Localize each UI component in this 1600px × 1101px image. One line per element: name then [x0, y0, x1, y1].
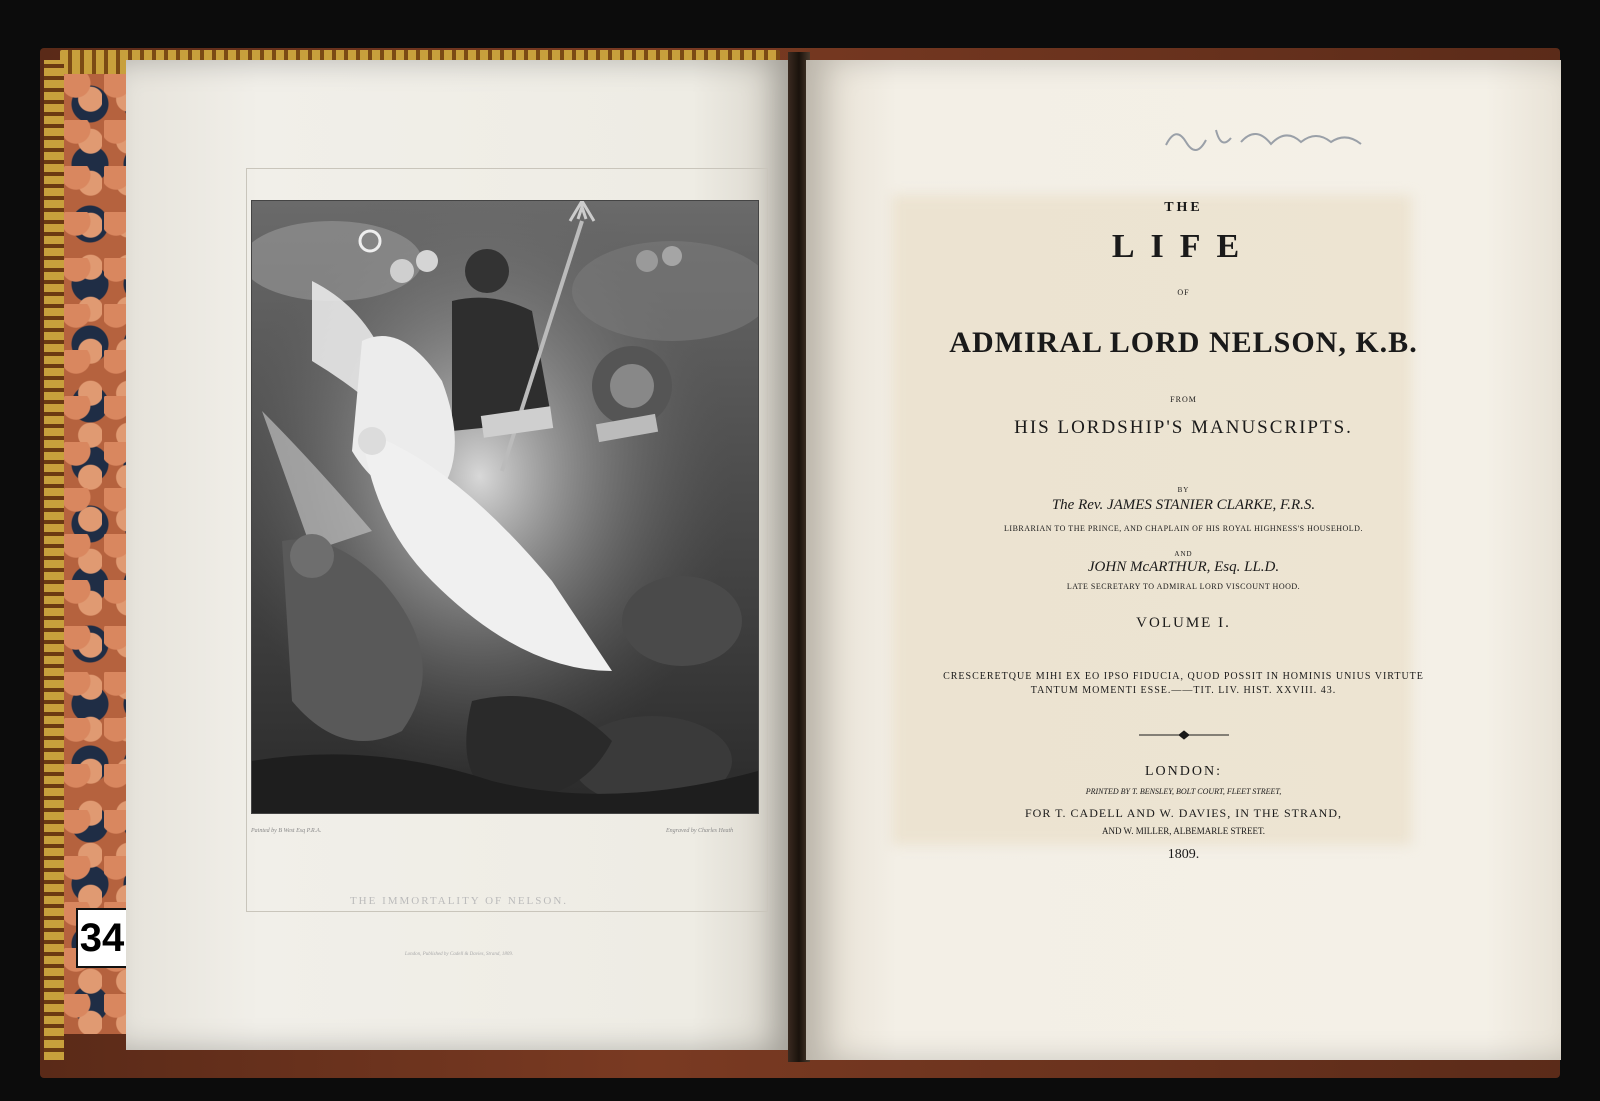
title-page: [806, 60, 1561, 1060]
author-mcarthur: JOHN McARTHUR, Esq. LL.D.: [1087, 559, 1280, 575]
author-clarke: The Rev. JAMES STANIER CLARKE, F.R.S.: [1051, 497, 1316, 513]
engraver-credit: Engraved by Charles Heath: [666, 828, 734, 834]
author-mcarthur-title: LATE SECRETARY TO ADMIRAL LORD VISCOUNT HOOD.: [1066, 582, 1301, 591]
title-from: FROM: [1170, 395, 1197, 404]
engraving-image: [251, 200, 759, 814]
volume-number: VOLUME I.: [1136, 615, 1231, 631]
painter-credit: Painted by B West Esq P.R.A.: [251, 828, 322, 834]
imprint-year: 1809.: [1167, 847, 1200, 862]
motto-line-2: TANTUM MOMENTI ESSE.——TIT. LIV. HIST. XXVIII. 43.: [1030, 685, 1337, 696]
title-the: THE: [1164, 200, 1203, 215]
engraving-illustration: [252, 201, 758, 813]
title-and: AND: [1174, 550, 1193, 558]
title-source: HIS LORDSHIP'S MANUSCRIPTS.: [1014, 417, 1353, 438]
imprint-place: LONDON:: [1145, 764, 1222, 779]
author-clarke-title: LIBRARIAN TO THE PRINCE, AND CHAPLAIN OF HIS ROYAL HIGHNESS'S HOUSEHOLD.: [1004, 524, 1363, 533]
gilt-border-left: [44, 60, 64, 1060]
imprint-publisher-2: AND W. MILLER, ALBEMARLE STREET.: [1101, 826, 1266, 836]
plate-caption: THE IMMORTALITY OF NELSON.: [349, 895, 569, 907]
motto-line-1: CRESCERETQUE MIHI EX EO IPSO FIDUCIA, QUOD POSSIT IN HOMINIS UNIUS VIRTUTE: [943, 671, 1424, 682]
title-of: OF: [1177, 288, 1190, 297]
lot-number-tag: 34: [76, 908, 128, 968]
title-subject: ADMIRAL LORD NELSON, K.B.: [949, 326, 1418, 359]
ornamental-rule: [1139, 730, 1229, 740]
title-life: LIFE: [1111, 228, 1256, 265]
marbled-endpaper: [64, 74, 130, 1034]
title-by: BY: [1177, 486, 1190, 494]
frontispiece-page: [126, 60, 792, 1050]
imprint-printer: PRINTED BY T. BENSLEY, BOLT COURT, FLEET STREET,: [1085, 787, 1282, 796]
publication-line: London, Published by Cadell & Davies, Strand, 1809.: [404, 952, 514, 957]
imprint-publisher: FOR T. CADELL AND W. DAVIES, IN THE STRAND,: [1024, 806, 1343, 820]
owner-signature: [1161, 120, 1371, 156]
